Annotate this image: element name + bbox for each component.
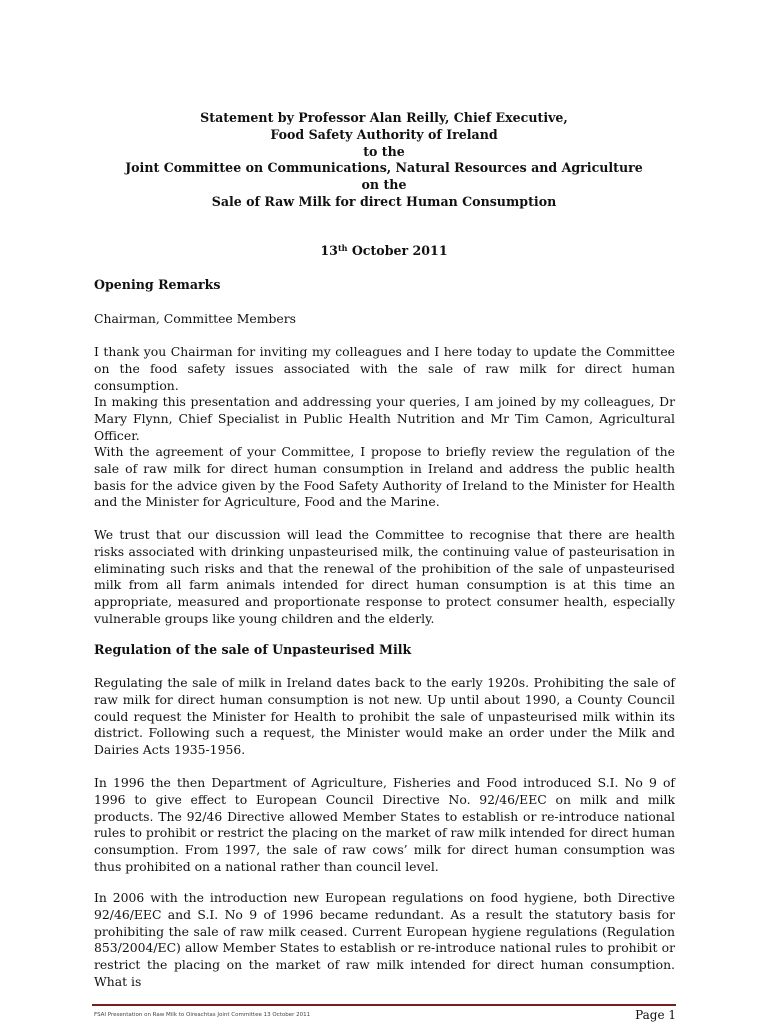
date-day: 13 (320, 243, 338, 258)
salutation: Chairman, Committee Members (94, 311, 297, 326)
opening-remarks-heading: Opening Remarks (94, 277, 221, 292)
regulation-paragraph-3: In 2006 with the introduction new European regulations on food hygiene, both Directive 92/46/EEC and S.I. No 9 of 1996 became redundant. As a result the statutory basis for prohibiting the sale of raw milk ceased. Current European hygiene regulations (Regulation 853/2004/EC) allow Member States to establish or re-introduce national rules to prohibit or restrict the placing on the market of raw milk intended for direct human consumption. What is (94, 890, 675, 989)
regulation-paragraph-2: In 1996 the then Department of Agriculture, Fisheries and Food introduced S.I. No 9 of 1996 to give effect to European Council Directive No. 92/46/EEC on milk and milk products. The 92/46 Directive allowed Member States to establish or re-introduce national rules to prohibit or restrict the placing on the market of raw milk intended for direct human consumption. From 1997, the sale of raw cows’ milk for direct human consumption was thus prohibited on a national rather than council level. (94, 775, 675, 874)
statement-date (94, 243, 674, 259)
title-line-2: Food Safety Authority of Ireland (270, 126, 498, 142)
title-line-4: Joint Committee on Communications, Natural Resources and Agriculture (125, 160, 643, 176)
regulation-paragraph-1: Regulating the sale of milk in Ireland dates back to the early 1920s. Prohibiting the sale of raw milk for direct human consumption is not new. Up until about 1990, a County Council could request the Minister for Health to prohibit the sale of unpasteurised milk within its district. Following such a request, the Minister would make an order under the Milk and Dairies Acts 1935-1956. (94, 675, 675, 758)
regulation-heading: Regulation of the sale of Unpasteurised Milk (94, 642, 412, 657)
opening-paragraph-2: In making this presentation and addressing your queries, I am joined by my colleagues, Dr Mary Flynn, Chief Specialist in Public Health Nutrition and Mr Tim Camon, Agricultural Officer. (94, 394, 675, 443)
title-line-1: Statement by Professor Alan Reilly, Chief Executive, (200, 110, 568, 125)
footer-caption: FSAI Presentation on Raw Milk to Oireachtas Joint Committee 13 October 2011 (94, 1012, 311, 1018)
statement-title (94, 110, 674, 211)
opening-paragraph-3: With the agreement of your Committee, I propose to briefly review the regulation of the sale of raw milk for direct human consumption in Ireland and address the public health basis for the advice given by the Food Safety Authority of Ireland to the Minister for Health and the Minister for Agriculture, Food and the Marine. (94, 444, 675, 510)
opening-paragraph-1: I thank you Chairman for inviting my colleagues and I here today to update the Committee on the food safety issues associated with the sale of raw milk for direct human consumption. (94, 344, 675, 393)
page-number: Page 1 (635, 1008, 676, 1022)
title-line-6: Sale of Raw Milk for direct Human Consumption (211, 193, 557, 209)
title-line-3: to the (363, 143, 405, 159)
date-suffix: th (337, 243, 348, 253)
footer-rule (92, 1004, 676, 1006)
opening-paragraph-4: We trust that our discussion will lead the Committee to recognise that there are health risks associated with drinking unpasteurised milk, the continuing value of pasteurisation in eliminating such risks and that the renewal of the prohibition of the sale of unpasteurised milk from all farm animals intended for direct human consumption is at this time an appropriate, measured and proportionate response to protect consumer health, especially vulnerable groups like young children and the elderly. (94, 527, 675, 626)
date-rest: October 2011 (347, 243, 448, 258)
title-line-5: on the (361, 177, 407, 193)
